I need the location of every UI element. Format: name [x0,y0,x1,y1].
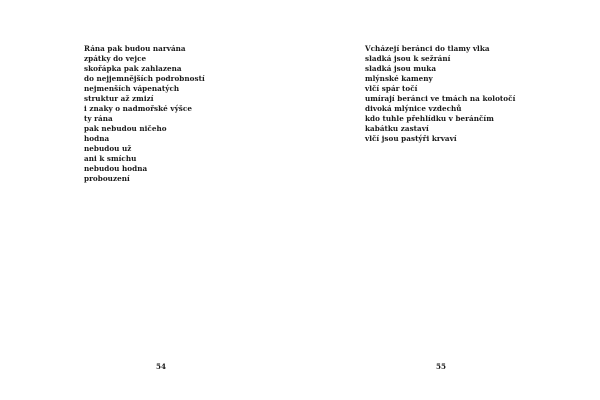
poem-line: kdo tuhle přehlídku v beránčím [365,114,494,123]
poem-line: pak nebudou ničeho [84,124,167,133]
poem-line: nebudou už [84,144,132,153]
poem-line: hodna [84,134,110,143]
poem-right [365,44,515,144]
poem-line: ani k smíchu [84,154,137,163]
poem-line: zpátky do vejce [84,54,147,63]
poem-line: Rána pak budou narvána [84,44,186,53]
poem-line: vlčí jsou pastýři krvaví [365,134,457,143]
poem-line: mlýnské kameny [365,74,433,83]
poem-line: umírají beránci ve tmách na kolotočí [365,94,516,103]
poem-line: probouzení [84,174,130,183]
poem-left [84,44,205,184]
poem-line: ty rána [84,114,113,123]
poem-line: struktur až zmizí [84,94,154,103]
poem-line: do nejjemnějších podrobností [84,74,205,83]
poem-line: vlčí spár točí [365,84,418,93]
poem-line: divoká mlýnice vzdechů [365,104,462,113]
poem-line: Vcházejí beránci do tlamy vlka [365,44,490,53]
page-number-left: 54 [156,362,167,371]
poem-line: skořápka pak zahlazena [84,64,182,73]
right-page [300,0,600,400]
poem-line: sladká jsou muka [365,64,437,73]
poem-line: sladká jsou k sežrání [365,54,451,63]
poem-line: kabátku zastaví [365,124,429,133]
poem-line: i znaky o nadmořské výšce [84,104,192,113]
poem-line: nebudou hodna [84,164,148,173]
poem-line: nejmenších vápenatých [84,84,180,93]
page-number-right: 55 [436,362,447,371]
